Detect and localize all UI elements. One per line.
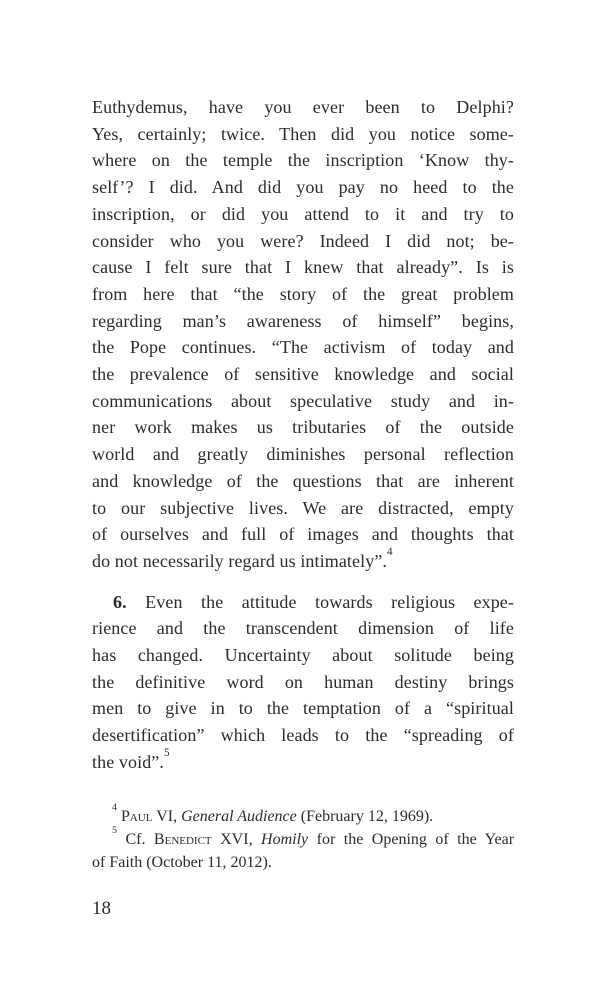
footnote-5-author: Benedict xyxy=(153,830,212,848)
text-line: consider who you were? Indeed I did not; be- xyxy=(92,230,514,251)
footnote-line xyxy=(92,825,515,851)
footnote-4-work-title: General Audience xyxy=(181,807,297,825)
text-line: desertification” which leads to the “spreading of xyxy=(92,725,514,746)
text-line: the Pope continues. “The activism of today and xyxy=(92,337,514,358)
text-line: Euthydemus, have you ever been to Delphi? xyxy=(92,97,514,117)
text-line: regarding man’s awareness of himself” begins, xyxy=(92,310,514,331)
paragraph-2 xyxy=(92,589,514,776)
text-line: communications about speculative study and in- xyxy=(92,390,514,411)
text-line xyxy=(92,746,514,776)
main-text xyxy=(92,94,514,874)
footnote-5-prefix: Cf. xyxy=(125,830,146,848)
text-line: rience and the transcendent dimension of life xyxy=(92,618,514,639)
text-line: from here that “the story of the great problem xyxy=(92,283,514,304)
text-line: ner work makes us tributaries of the outside xyxy=(92,417,514,438)
page-number: 18 xyxy=(92,898,111,919)
text-line: and knowledge of the questions that are inherent xyxy=(92,470,514,491)
text-line: self’? I did. And did you pay no heed to the xyxy=(92,177,514,198)
footnotes-section xyxy=(92,801,515,875)
text-line: the definitive word on human destiny brings xyxy=(92,671,514,692)
text-line: world and greatly diminishes personal reflection xyxy=(92,444,514,465)
paragraph-2-first-line: Even the attitude towards religious expe- xyxy=(145,591,514,612)
text-line: of ourselves and full of images and thoughts that xyxy=(92,524,514,545)
footnote-line xyxy=(92,801,514,828)
text-line xyxy=(92,589,514,616)
footnote-reference-4: 4 xyxy=(387,545,393,558)
text-line: cause I felt sure that I knew that already”. Is is xyxy=(92,257,514,278)
footnote-5 xyxy=(92,825,515,875)
footnote-4-author-suffix: VI, xyxy=(156,807,178,825)
text-line: the prevalence of sensitive knowledge and social xyxy=(92,364,514,385)
text-line: Yes, certainly; twice. Then did you notice some- xyxy=(92,123,514,144)
footnote-4-author: Paul xyxy=(120,807,153,825)
text-line: to our subjective lives. We are distracted, empty xyxy=(92,497,514,518)
footnote-5-marker: 5 xyxy=(112,825,117,837)
footnote-reference-5: 5 xyxy=(163,746,170,759)
text-line: where on the temple the inscription ‘Know thy- xyxy=(92,150,514,171)
footnote-4 xyxy=(92,801,514,828)
footnote-line: of Faith (October 11, 2012). xyxy=(92,854,272,872)
footnote-4-marker: 4 xyxy=(112,801,117,813)
footnote-5-description: for the Opening of the Year xyxy=(316,830,515,848)
footnote-5-author-suffix: XVI, xyxy=(220,830,253,848)
text-line: men to give in to the temptation of a “spiritual xyxy=(92,698,514,719)
paragraph-1 xyxy=(92,94,514,575)
paragraph-2-last-line: the void”. xyxy=(92,751,164,772)
footnote-5-work-title: Homily xyxy=(261,830,309,848)
text-line: inscription, or did you attend to it and try to xyxy=(92,203,514,224)
paragraph-1-last-line: do not necessarily regard us intimately”. xyxy=(92,550,388,571)
text-line xyxy=(92,545,514,575)
text-line: has changed. Uncertainty about solitude being xyxy=(92,645,514,666)
section-number: 6. xyxy=(113,591,127,612)
footnote-4-date: (February 12, 1969). xyxy=(300,807,434,825)
